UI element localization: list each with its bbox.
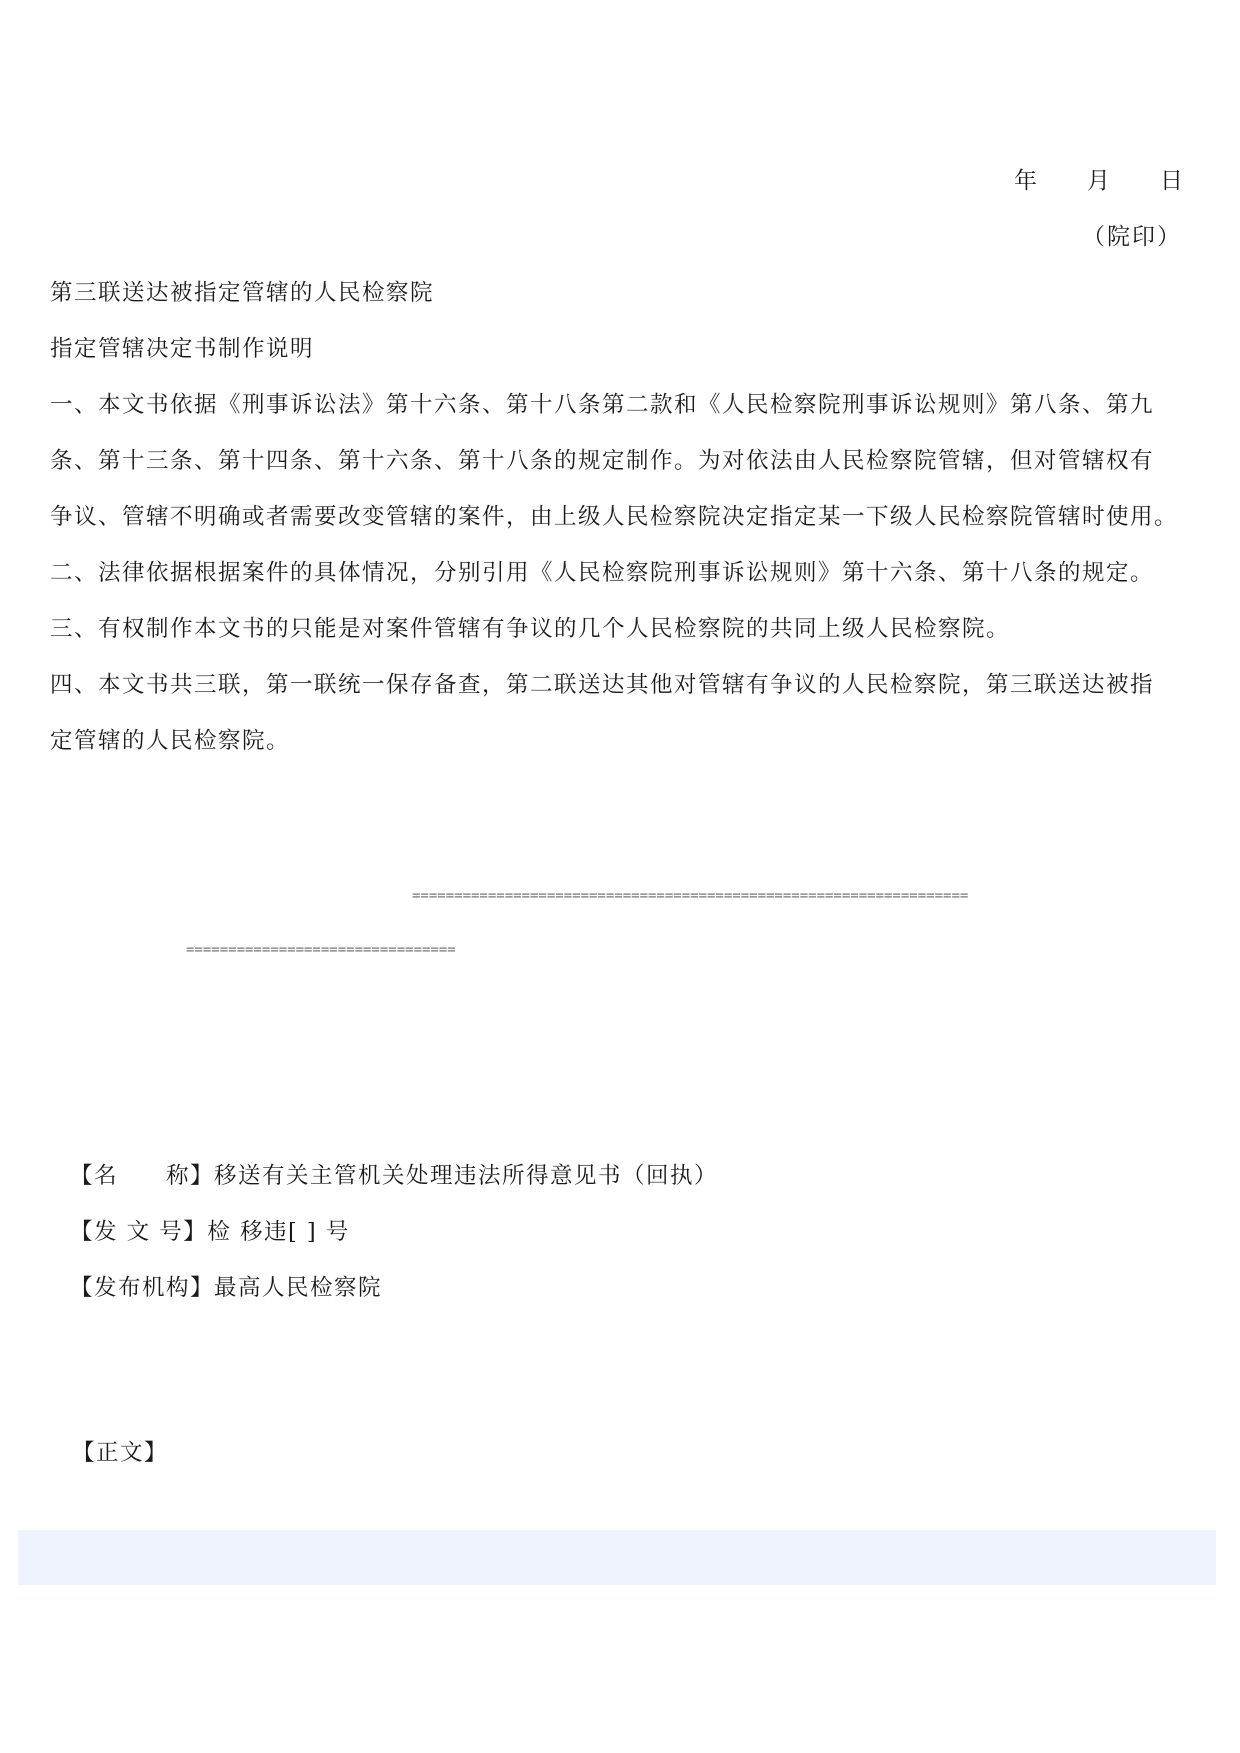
- meta-name-row: [70, 1148, 718, 1204]
- document-metadata: [70, 1148, 718, 1316]
- date-line: [1014, 162, 1185, 195]
- paragraph-1-line-3: 争议、管辖不明确或者需要改变管辖的案件，由上级人民检察院决定指定某一下级人民检察院管辖时使用。: [50, 504, 1179, 530]
- meta-name-value: 移送有关主管机关处理违法所得意见书（回执）: [214, 1163, 719, 1189]
- copy-three-note: 第三联送达被指定管辖的人民检察院: [50, 280, 435, 306]
- paragraph-1-line-2: 条、第十三条、第十四条、第十六条、第十八条的规定制作。为对依法由人民检察院管辖，但对管辖权有: [50, 448, 1155, 474]
- meta-doc-no-label: 【发 文 号】: [70, 1219, 208, 1245]
- date-day: 日: [1160, 168, 1185, 194]
- separator-line-2: ================================: [186, 942, 456, 958]
- document-body: [50, 265, 1190, 769]
- paragraph-2: 二、法律依据根据案件的具体情况，分别引用《人民检察院刑事诉讼规则》第十六条、第十八条的规定。: [50, 560, 1155, 586]
- court-seal-label: （院印）: [1082, 224, 1182, 250]
- instructions-title: 指定管辖决定书制作说明: [50, 336, 315, 362]
- date-month: 月: [1087, 168, 1112, 194]
- meta-issuer-value: 最高人民检察院: [214, 1275, 383, 1301]
- paragraph-1-line-1: 一、本文书依据《刑事诉讼法》第十六条、第十八条第二款和《人民检察院刑事诉讼规则》第八条、第九: [50, 392, 1155, 418]
- meta-issuer-row: [70, 1260, 718, 1316]
- paragraph-3: 三、有权制作本文书的只能是对案件管辖有争议的几个人民检察院的共同上级人民检察院。: [50, 616, 1011, 642]
- meta-doc-no-value: 检 移违[ ] 号: [207, 1219, 350, 1245]
- meta-doc-no-row: [70, 1204, 718, 1260]
- paragraph-4-line-2: 定管辖的人民检察院。: [50, 728, 291, 754]
- content-heading: 【正文】: [72, 1440, 169, 1466]
- separator-line-1: ==================================================================: [412, 888, 969, 904]
- meta-issuer-label: 【发布机构】: [70, 1275, 215, 1301]
- highlight-band: [18, 1530, 1216, 1585]
- paragraph-4-line-1: 四、本文书共三联，第一联统一保存备查，第二联送达其他对管辖有争议的人民检察院，第三联送达被指: [50, 672, 1155, 698]
- date-year: 年: [1014, 168, 1039, 194]
- meta-name-label: 【名 称】: [70, 1163, 215, 1189]
